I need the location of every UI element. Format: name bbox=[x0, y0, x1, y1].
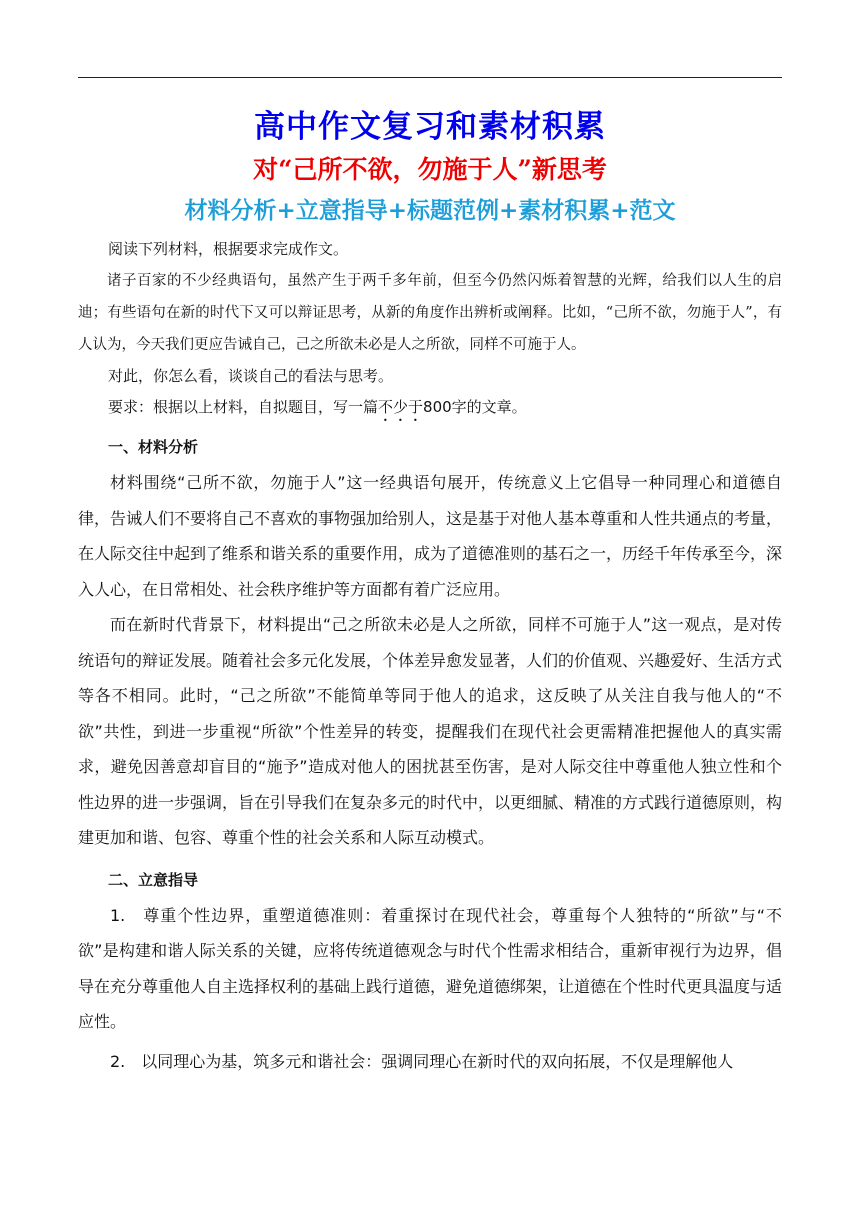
analysis-paragraph: 材料围绕“己所不欲，勿施于人”这一经典语句展开，传统意义上它倡导一种同理心和道德自律，告诫人们不要将自己不喜欢的事物强加给别人，这是基于对他人基本尊重和人性共通点的考量，在人际交往中起到了维系和谐关系的重要作用，成为了道德准则的基石之一，历经千年传承至今，深入人心，在日常相处、社会秩序维护等方面都有着广泛应用。 bbox=[78, 473, 783, 599]
page-subtitle-structure: 材料分析+立意指导+标题范例+素材积累+范文 bbox=[184, 198, 676, 224]
prompt-intro: 阅读下列材料，根据要求完成作文。 bbox=[108, 240, 349, 258]
page-title: 高中作文复习和素材积累 bbox=[254, 109, 606, 145]
document-content bbox=[78, 98, 782, 1079]
prompt-requirement bbox=[78, 392, 782, 425]
requirement-emphasis: 不少于 bbox=[378, 398, 424, 416]
prompt-question: 对此，你怎么看，谈谈自己的看法与思考。 bbox=[108, 367, 394, 385]
section-heading-material-analysis: 一、材料分析 bbox=[108, 438, 199, 456]
page-subtitle: 对“己所不欲，勿施于人”新思考 bbox=[253, 155, 607, 184]
analysis-paragraph: 而在新时代背景下，材料提出“己之所欲未必是人之所欲，同样不可施于人”这一观点，是对传统语句的辩证发展。随着社会多元化发展，个体差异愈发显著，人们的价值观、兴趣爱好、生活方式等各不相同。此时，“己之所欲”不能简单等同于他人的追求，这反映了从关注自我与他人的“不欲”共性，到进一步重视“所欲”个性差异的转变，提醒我们在现代社会更需精准把握他人的真实需求，避免因善意却盲目的“施予”造成对他人的困扰甚至伤害，是对人际交往中尊重他人独立性和个性边界的进一步强调，旨在引导我们在复杂多元的时代中，以更细腻、精准的方式践行道德原则，构建更加和谐、包容、尊重个性的社会关系和人际互动模式。 bbox=[78, 615, 783, 847]
requirement-text-before: 要求：根据以上材料，自拟题目，写一篇 bbox=[108, 398, 379, 416]
header-rule bbox=[78, 77, 782, 78]
theme-list-item: 2. 以同理心为基，筑多元和谐社会：强调同理心在新时代的双向拓展，不仅是理解他人 bbox=[110, 1051, 734, 1071]
section-heading-theme-guide: 二、立意指导 bbox=[108, 870, 199, 889]
requirement-text-after: 800字的文章。 bbox=[423, 398, 527, 416]
theme-list-item: 1. 尊重个性边界，重塑道德准则：着重探讨在现代社会，尊重每个人独特的“所欲”与“不欲”是构建和谐人际关系的关键，应将传统道德观念与时代个性需求相结合，重新审视行为边界，倡导在充分尊重他人自主选择权利的基础上践行道德，避免道德绑架，让道德在个性时代更具温度与适应性。 bbox=[78, 905, 783, 1031]
prompt-material: 诸子百家的不少经典语句，虽然产生于两千多年前，但至今仍然闪烁着智慧的光辉，给我们以人生的启迪；有些语句在新的时代下又可以辩证思考，从新的角度作出辨析或阐释。比如，“己所不欲，勿施于人”，有人认为，今天我们更应告诫自己，己之所欲未必是人之所欲，同样不可施于人。 bbox=[78, 273, 782, 353]
